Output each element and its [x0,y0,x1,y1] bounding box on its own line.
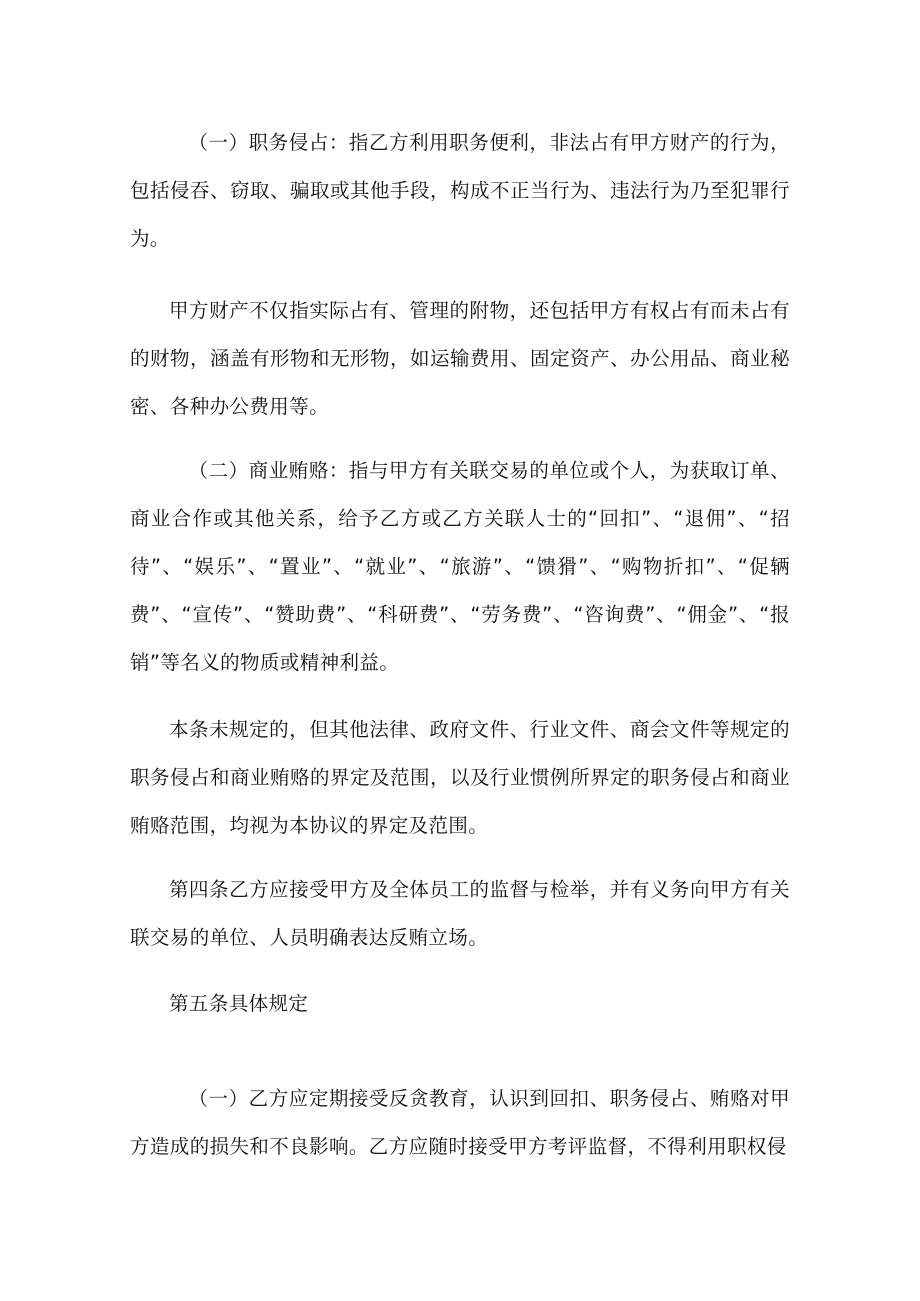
clause-company-property-scope [130,287,790,431]
article-number: 第五条 [169,992,229,1015]
paragraph-text: （二）商业贿赂：指与甲方有关联交易的单位或个人，为获取订单、商业合作或其他关系，给予乙方或乙方关联人士的“回扣”、“退佣”、“招待”、“娱乐”、“置业”、“就业”、“旅游”、“馈猾”、“购物折扣”、“促辆费”、“宣传”、“赞助费”、“科研费”、“劳务费”、“咨询费”、“佣金”、“报销”等名义的物质或精神利益。 [130,459,790,674]
article-five-heading [130,980,790,1028]
clause-embezzlement-definition [130,119,790,263]
paragraph-text: 本条未规定的，但其他法律、政府文件、行业文件、商会文件等规定的职务侵占和商业贿赂的界定及范围，以及行业惯例所界定的职务侵占和商业贿赂范围，均视为本协议的界定及范围。 [130,718,790,837]
clause-commercial-bribery-definition [130,447,790,687]
article-four [130,866,790,962]
article-title: 具体规定 [228,992,309,1015]
paragraph-text: （一）乙方应定期接受反贪教育，认识到回扣、职务侵占、贿赂对甲方造成的损失和不良影响。乙方应随时接受甲方考评监督，不得利用职权侵 [130,1087,790,1158]
clause-other-regulations [130,706,790,850]
clause-anti-corruption-education [130,1075,790,1171]
paragraph-text: 乙方应接受甲方及全体员工的监督与检举，并有义务向甲方有关联交易的单位、人员明确表达反贿立场。 [130,878,790,949]
paragraph-text: 甲方财产不仅指实际占有、管理的附物，还包括甲方有权占有而未占有的财物，涵盖有形物和无形物，如运输费用、固定资产、办公用品、商业秘密、各种办公费用等。 [130,299,790,418]
paragraph-text: （一）职务侵占：指乙方利用职务便利，非法占有甲方财产的行为，包括侵吞、窃取、骗取或其他手段，构成不正当行为、违法行为乃至犯罪行为。 [130,131,790,250]
article-number: 第四条 [169,878,230,901]
